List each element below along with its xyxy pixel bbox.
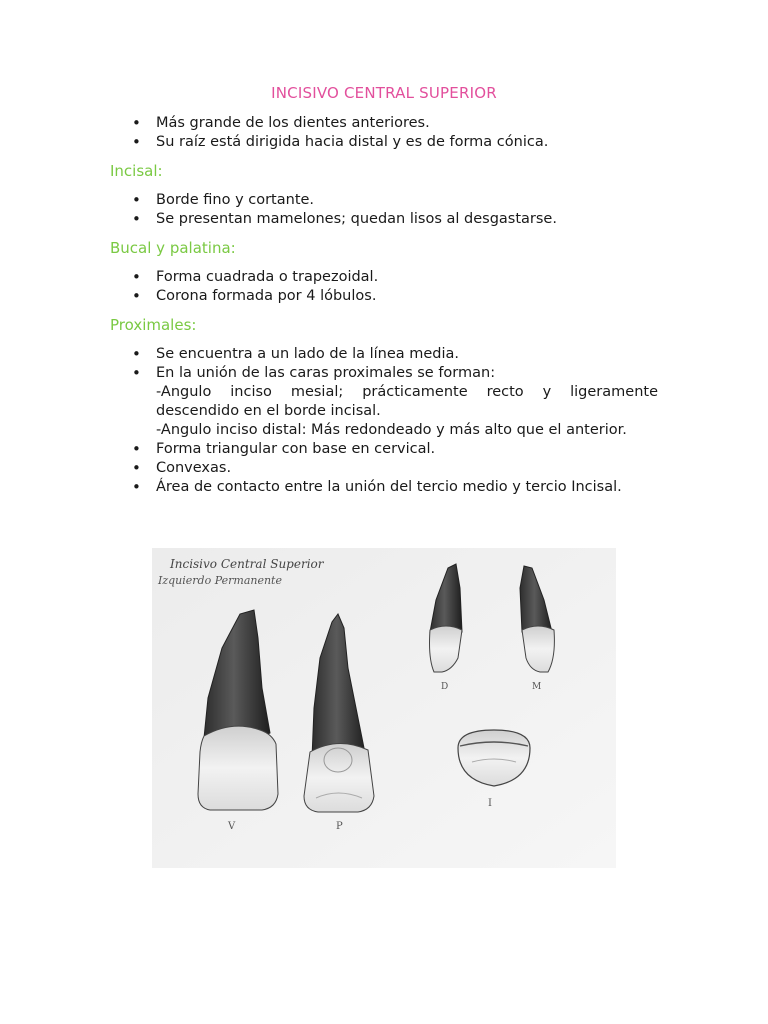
- drawing-caption-subtitle: Izquierdo Permanente: [158, 574, 282, 587]
- label-mesial: M: [532, 682, 542, 692]
- label-palatina: P: [336, 821, 343, 832]
- list-item: • Convexas.: [130, 459, 658, 478]
- list-item: • Forma triangular con base en cervical.: [130, 440, 658, 459]
- page-title: INCISIVO CENTRAL SUPERIOR: [271, 84, 497, 102]
- list-item-text: En la unión de las caras proximales se forman:: [156, 365, 496, 381]
- bucal-palatina-bullet-list: [130, 268, 658, 306]
- list-item: • Área de contacto entre la unión del tercio medio y tercio Incisal.: [130, 478, 658, 497]
- section-heading-proximales: Proximales:: [110, 316, 197, 334]
- intro-bullet-list: [130, 114, 658, 152]
- label-incisal: I: [488, 798, 492, 809]
- list-item: • Forma cuadrada o trapezoidal.: [130, 268, 658, 287]
- label-vestibular: V: [228, 821, 236, 832]
- list-item: • Corona formada por 4 lóbulos.: [130, 287, 658, 306]
- list-item: • Borde fino y cortante.: [130, 191, 658, 210]
- sub-item-mesial-angle: -Angulo inciso mesial; prácticamente recto y ligeramente descendido en el borde incisal.: [156, 384, 658, 419]
- list-item: [130, 364, 658, 440]
- drawing-caption-title: Incisivo Central Superior: [170, 557, 324, 571]
- sub-item-distal-angle: -Angulo inciso distal: Más redondeado y más alto que el anterior.: [156, 422, 627, 438]
- incisal-bullet-list: [130, 191, 658, 229]
- list-item: • Se presentan mamelones; quedan lisos al desgastarse.: [130, 210, 658, 229]
- list-item: • Su raíz está dirigida hacia distal y es de forma cónica.: [130, 133, 658, 152]
- tooth-drawing: [152, 548, 616, 868]
- list-item: • Más grande de los dientes anteriores.: [130, 114, 658, 133]
- label-distal: D: [441, 682, 449, 692]
- list-item: • Se encuentra a un lado de la línea media.: [130, 345, 658, 364]
- section-heading-incisal: Incisal:: [110, 162, 163, 180]
- section-heading-bucal-palatina: Bucal y palatina:: [110, 239, 236, 257]
- proximales-bullet-list: [130, 345, 658, 497]
